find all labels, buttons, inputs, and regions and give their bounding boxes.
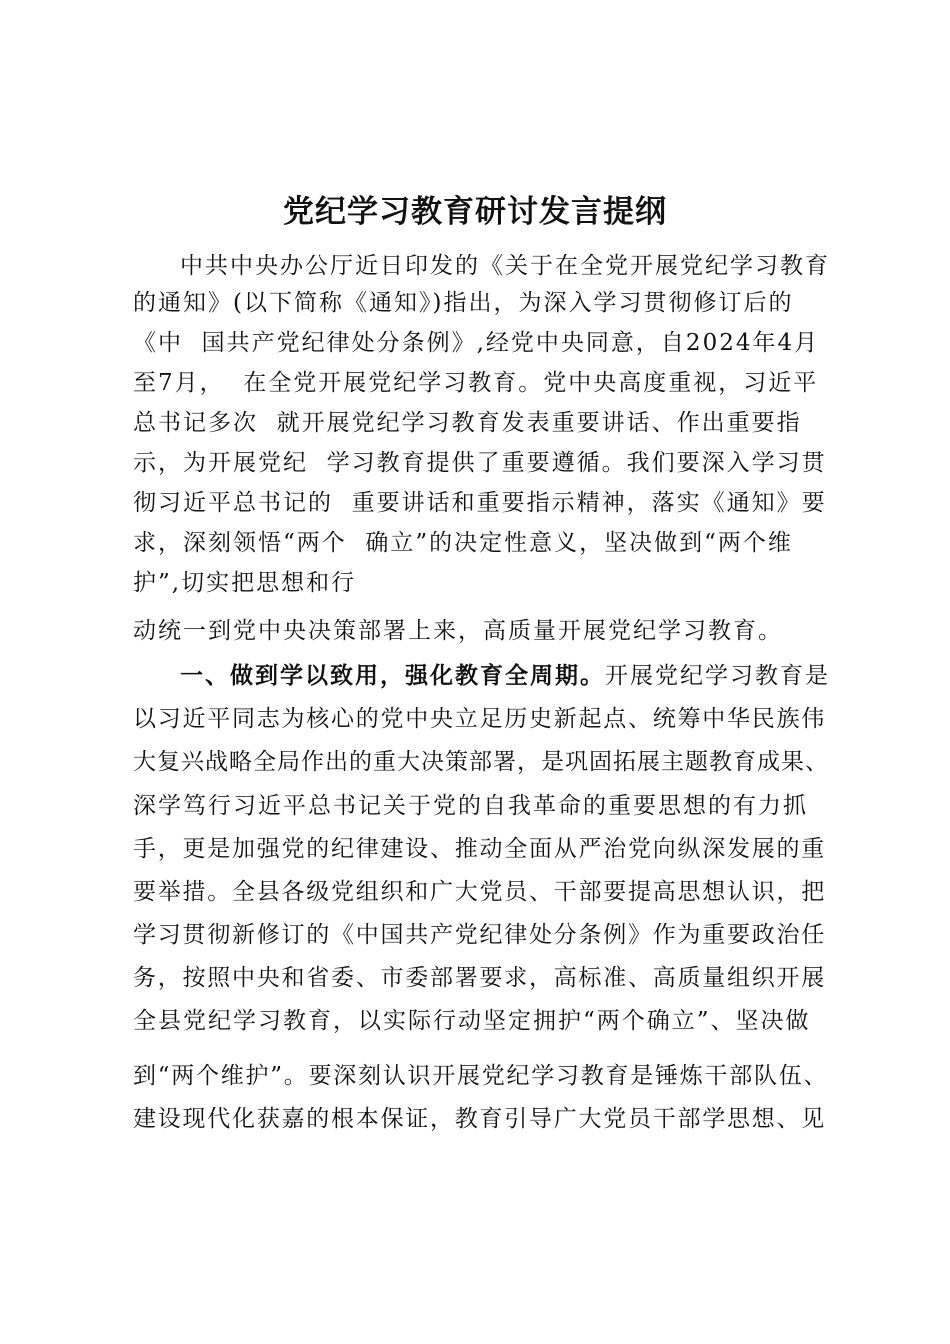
intro-line-3: 《中 国共产党纪律处分条例》,经党中央同意，自2024年4月 — [133, 330, 820, 356]
intro-line-9: 护”,切实把思想和行 — [133, 570, 357, 596]
section1-line-6: 要举措。全县各级党组织和广大党员、干部要提高思想认识，把 — [133, 879, 826, 905]
document-title: 党纪学习教育研讨发言提纲 — [283, 194, 667, 230]
intro-line-4: 至7月， 在全党开展党纪学习教育。党中央高度重视，习近平 — [133, 370, 819, 396]
intro-line-8: 求，深刻领悟“两个 确立”的决定性意义，坚决做到“两个维 — [133, 530, 793, 556]
section1-line-2: 以习近平同志为核心的党中央立足历史新起点、统筹中华民族伟 — [133, 706, 826, 732]
intro-line-5: 总书记多次 就开展党纪学习教育发表重要讲话、作出重要指 — [133, 410, 802, 436]
section1-line-3: 大复兴战略全局作出的重大决策部署，是巩固拓展主题教育成果、 — [133, 749, 829, 775]
section1-line-10: 到“两个维护”。要深刻认识开展党纪学习教育是锤炼干部队伍、 — [133, 1063, 829, 1089]
section1-line-7: 学习贯彻新修订的《中国共产党纪律处分条例》作为重要政治任 — [133, 922, 826, 948]
section1-first-line-rest: 开展党纪学习教育是 — [605, 663, 830, 689]
intro-line-6: 示，为开展党纪 学习教育提供了重要遵循。我们要深入学习贯 — [133, 450, 827, 476]
intro-line-7: 彻习近平总书记的 重要讲话和重要指示精神，落实《通知》要 — [133, 490, 827, 516]
intro-line-10: 动统一到党中央决策部署上来，高质量开展党纪学习教育。 — [133, 618, 783, 644]
section1-heading: 一、做到学以致用，强化教育全周期。 — [180, 663, 605, 689]
section1-line-5: 手，更是加强党的纪律建设、推动全面从严治党向纵深发展的重 — [133, 836, 826, 862]
section1-first-line — [180, 660, 830, 692]
section1-line-11: 建设现代化获嘉的根本保证，教育引导广大党员干部学思想、见 — [133, 1106, 826, 1132]
intro-line-2: 的通知》(以下简称《通知》)指出，为深入学习贯彻修订后的 — [133, 290, 794, 316]
section1-line-8: 务，按照中央和省委、市委部署要求，高标准、高质量组织开展 — [133, 965, 826, 991]
section1-line-4: 深学笃行习近平总书记关于党的自我革命的重要思想的有力抓 — [133, 793, 808, 819]
intro-line-1: 中共中央办公厅近日印发的《关于在全党开展党纪学习教育 — [180, 253, 830, 279]
section1-line-9: 全县党纪学习教育，以实际行动坚定拥护“两个确立”、坚决做 — [133, 1008, 811, 1034]
